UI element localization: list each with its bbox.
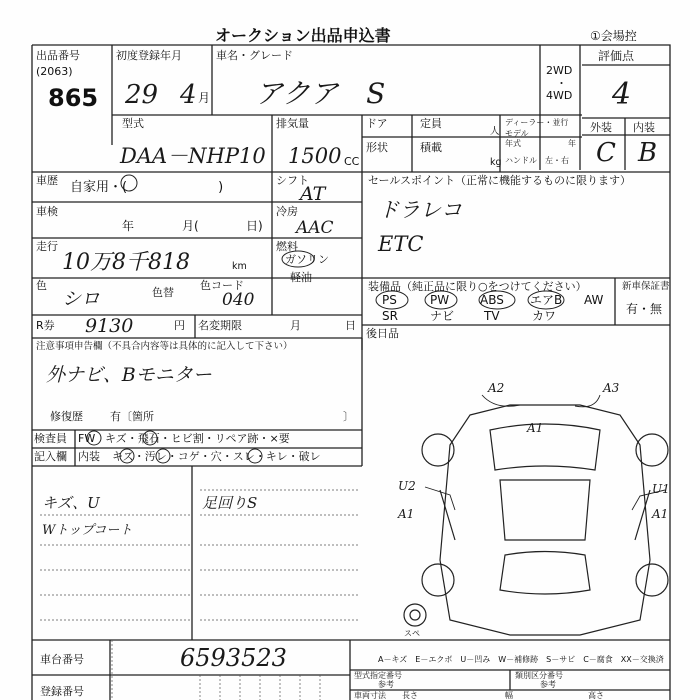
load-label: 積載 xyxy=(420,141,442,154)
spare-tire-label: スペ xyxy=(404,629,420,638)
inspection-year-unit: 年 xyxy=(122,219,135,233)
shift-label: シフト xyxy=(276,174,309,187)
notes-value: 外ナビ、Bモニター xyxy=(46,364,212,386)
entry-items: キズ・汚レ・コゲ・穴・スレ・キレ・破レ xyxy=(112,450,321,463)
checker-fw: FW xyxy=(78,432,96,445)
color-code: 040 xyxy=(222,290,255,310)
recycle-value: 9130 xyxy=(85,315,134,337)
color-code-label: 色コード xyxy=(200,279,244,292)
drive-4wd: 4WD xyxy=(546,89,573,102)
door-label: ドア xyxy=(366,117,388,130)
mileage-label: 走行 xyxy=(36,240,58,253)
legend-text: A－キズ E－エクボ U－凹み W－補修跡 S－サビ C－腐食 XX－交換済 xyxy=(378,655,664,664)
later-items-label: 後日品 xyxy=(366,327,399,340)
name-change-month: 月 xyxy=(290,319,301,332)
dealer-line1: ディーラー・並行 xyxy=(505,118,569,127)
grade-score: 4 xyxy=(612,77,632,112)
entry-label: 記入欄 xyxy=(34,450,67,463)
remark-left-1: キズ、U xyxy=(42,494,100,512)
warranty-value: 有・無 xyxy=(626,302,663,316)
interior-grade: B xyxy=(638,138,658,168)
mileage-value: 10万8千818 xyxy=(62,250,190,275)
mark-a1-left: A1 xyxy=(398,507,415,521)
exterior-label: 外装 xyxy=(590,121,612,134)
dealer-year-unit: 年 xyxy=(568,139,576,148)
spec-ref: 参考 xyxy=(378,680,394,689)
color-change-label: 色替 xyxy=(152,286,174,299)
class-ref: 参考 xyxy=(540,680,556,689)
fuel-gasoline: ガソリン xyxy=(285,253,329,266)
dealer-line3: 年式 xyxy=(505,139,521,148)
mark-a3: A3 xyxy=(603,381,620,395)
name-change-day: 日 xyxy=(345,319,356,332)
name-change-label: 名変期限 xyxy=(198,319,242,332)
chassis-label: 車台番号 xyxy=(40,653,84,666)
recycle-label: R券 xyxy=(36,319,55,332)
model-value: DAA－NHP10 xyxy=(120,144,266,168)
equip-navi: ナビ xyxy=(430,309,455,323)
size-height: 高さ xyxy=(588,691,604,700)
equip-pw: PW xyxy=(430,293,450,307)
equip-ps: PS xyxy=(382,293,397,307)
car-name-value: アクア S xyxy=(255,77,386,110)
displacement-unit: CC xyxy=(344,155,360,168)
ac-value: AAC xyxy=(296,218,334,238)
equip-aw: AW xyxy=(584,293,604,307)
equip-abs: ABS xyxy=(480,293,504,307)
history-value: 自家用・( ) xyxy=(70,180,224,195)
warranty-label: 新車保証書 xyxy=(622,281,670,292)
repair-label: 修復歴 xyxy=(50,410,83,423)
size-width: 幅 xyxy=(505,691,513,700)
history-label: 車歴 xyxy=(36,174,58,187)
lot-label: 出品番号 xyxy=(36,49,80,62)
exterior-grade: C xyxy=(596,138,616,168)
repair-value: 有〔箇所 xyxy=(110,410,154,423)
month-unit: 月 xyxy=(198,91,211,105)
capacity-label: 定員 xyxy=(420,117,442,130)
interior-label: 内装 xyxy=(633,121,655,134)
load-unit: kg xyxy=(490,157,502,168)
grade-label: 評価点 xyxy=(598,49,635,63)
displacement-label: 排気量 xyxy=(276,117,309,130)
fuel-label: 燃料 xyxy=(276,240,298,253)
mark-a1-right: A1 xyxy=(652,507,669,521)
equip-airbag: エアB xyxy=(530,293,563,307)
drive-2wd: 2WD xyxy=(546,64,573,77)
sales-label: セールスポイント（正常に機能するものに限ります） xyxy=(368,174,632,187)
displacement-value: 1500 xyxy=(288,144,342,168)
inspection-day-unit: 日) xyxy=(246,219,263,233)
equip-tv: TV xyxy=(484,309,500,323)
registration-year: 29 xyxy=(125,80,159,110)
remark-left-2: Wトップコート xyxy=(42,523,133,538)
registration-label: 初度登録年月 xyxy=(116,49,182,62)
class-label: 類別区分番号 xyxy=(515,671,563,680)
sales-line1: ドラレコ xyxy=(378,198,462,222)
mark-u1: U1 xyxy=(652,482,670,496)
color-label: 色 xyxy=(36,279,47,292)
inspection-month-unit: 月( xyxy=(182,219,199,233)
chassis-value: 6593523 xyxy=(180,644,287,672)
notes-label: 注意事項申告欄（不具合内容等は具体的に記入して下さい） xyxy=(36,341,293,352)
handle-opts: 左・右 xyxy=(545,156,569,165)
shape-label: 形状 xyxy=(366,141,388,154)
lot-sub: (2063) xyxy=(36,65,73,78)
reg-number-label: 登録番号 xyxy=(40,685,84,698)
ac-label: 冷房 xyxy=(276,205,298,218)
mileage-unit: km xyxy=(232,261,247,272)
registration-month: 4 xyxy=(180,80,197,110)
inspection-label: 車検 xyxy=(36,205,58,218)
dealer-line2: モデル xyxy=(505,129,529,138)
sales-line2: ETC xyxy=(378,232,424,256)
equip-sr: SR xyxy=(382,309,398,323)
lot-number: 865 xyxy=(48,84,99,112)
mark-u2: U2 xyxy=(398,479,416,493)
venue-mark: ①会場控 xyxy=(590,29,637,43)
car-name-label: 車名・グレード xyxy=(216,49,293,62)
color-value: シロ xyxy=(62,288,101,310)
size-label: 車両寸法 xyxy=(354,691,386,700)
mark-a2: A2 xyxy=(488,381,505,395)
sheet-title: オークション出品申込書 xyxy=(215,26,391,45)
repair-end: 〕 xyxy=(343,410,354,423)
model-label: 型式 xyxy=(122,117,144,130)
mark-a1-top: A1 xyxy=(527,421,544,435)
recycle-unit: 円 xyxy=(174,319,185,332)
remark-right-1: 足回りS xyxy=(202,494,258,512)
equipment-label: 装備品（純正品に限り○をつけてください） xyxy=(368,280,587,293)
checker-items: キズ・飛石・ヒビ割・リペア跡・×要 xyxy=(105,432,290,445)
size-length: 長さ xyxy=(402,691,418,700)
equip-leather: カワ xyxy=(532,309,557,323)
entry-interior: 内装 xyxy=(78,450,100,463)
handle-label: ハンドル xyxy=(505,156,537,165)
shift-value: AT xyxy=(300,183,326,205)
checker-label: 検査員 xyxy=(34,432,67,445)
spec-label: 型式指定番号 xyxy=(354,671,402,680)
capacity-unit: 人 xyxy=(490,126,500,137)
drive-dot: ・ xyxy=(556,77,567,90)
fuel-kerosene: 軽油 xyxy=(290,271,312,284)
